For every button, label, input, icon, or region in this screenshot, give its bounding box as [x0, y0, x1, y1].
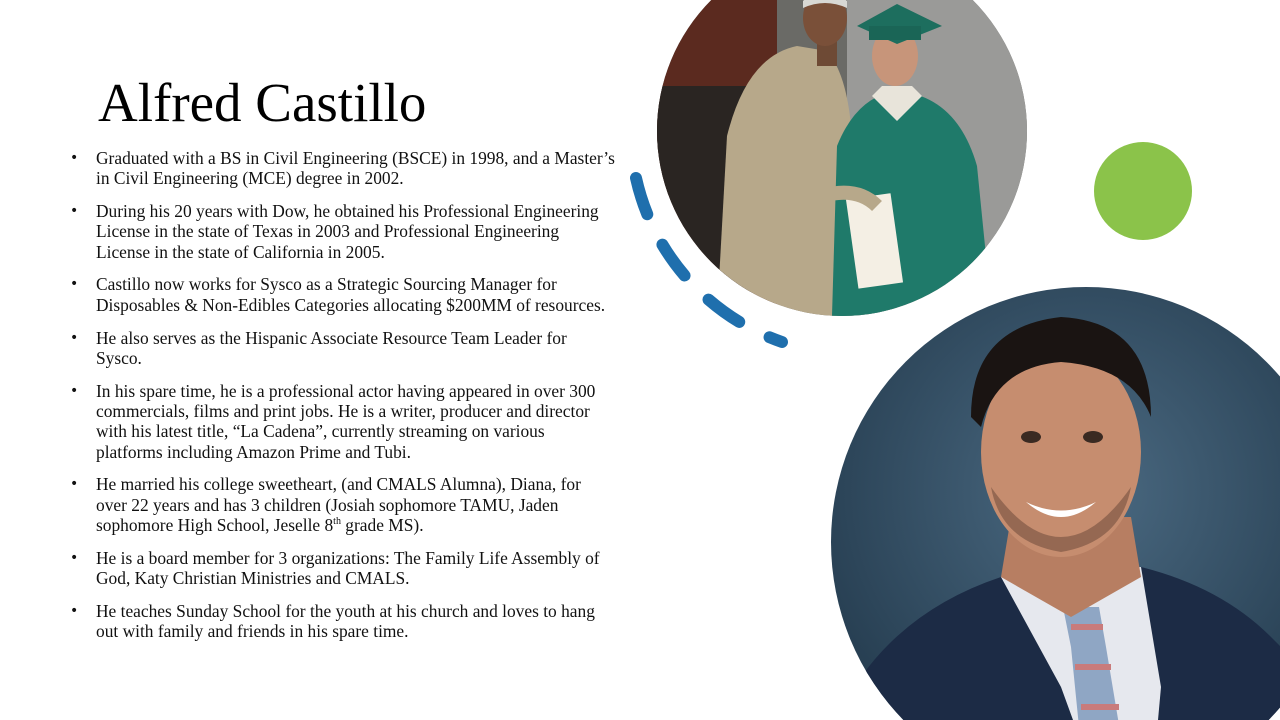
bullet-text: Castillo now works for Sysco as a Strategic Sourcing Manager for Disposables & Non-Edibles Categories allocating $200MM of resources. [96, 274, 606, 315]
bullet-text: Graduated with a BS in Civil Engineering (BSCE) in 1998, and a Master’s in Civil Engineering (MCE) degree in 2002. [96, 148, 615, 189]
bullet-text: He is a board member for 3 organizations: The Family Life Assembly of God, Katy Christian Ministries and CMALS. [96, 547, 600, 589]
bullet-text-before: He married his college sweetheart, (and CMALS Alumna), Diana, for over 22 years and has 3 children (Josiah sophomore TAMU, Jaden sophomore High School, Jeselle 8 [96, 474, 581, 535]
list-item [70, 148, 615, 189]
bullet-icon: • [70, 476, 79, 493]
bullet-icon: • [70, 150, 79, 166]
bullet-text: He teaches Sunday School for the youth at his church and loves to hang out with family and friends in his spare time. [96, 600, 595, 642]
bullet-list [70, 148, 615, 654]
bullet-text-after: grade MS). [340, 514, 424, 535]
bullet-text: In his spare time, he is a professional actor having appeared in over 300 commercials, films and print jobs. He is a writer, producer and director with his latest title, “La Cadena”, currently streaming on various platforms including Amazon Prime and Tubi. [96, 380, 596, 462]
page-title: Alfred Castillo [98, 72, 427, 133]
list-item [70, 474, 615, 535]
bullet-text: During his 20 years with Dow, he obtained his Professional Engineering License in the state of Texas in 2003 and Professional Engineering License in the state of California in 2005. [96, 201, 599, 262]
superscript: th [333, 516, 341, 528]
list-item [70, 274, 615, 315]
green-circle [1094, 142, 1192, 240]
bullet-icon: • [70, 382, 79, 399]
bullet-icon: • [70, 602, 79, 619]
list-item [70, 601, 615, 642]
bullet-icon: • [70, 203, 79, 220]
bullet-text: He also serves as the Hispanic Associate Resource Team Leader for Sysco. [96, 327, 567, 368]
bullet-icon: • [70, 549, 79, 566]
list-item [70, 381, 615, 462]
bullet-icon: • [70, 329, 79, 346]
list-item [70, 201, 615, 262]
list-item [70, 548, 615, 589]
bullet-icon: • [70, 276, 79, 293]
list-item [70, 328, 615, 369]
